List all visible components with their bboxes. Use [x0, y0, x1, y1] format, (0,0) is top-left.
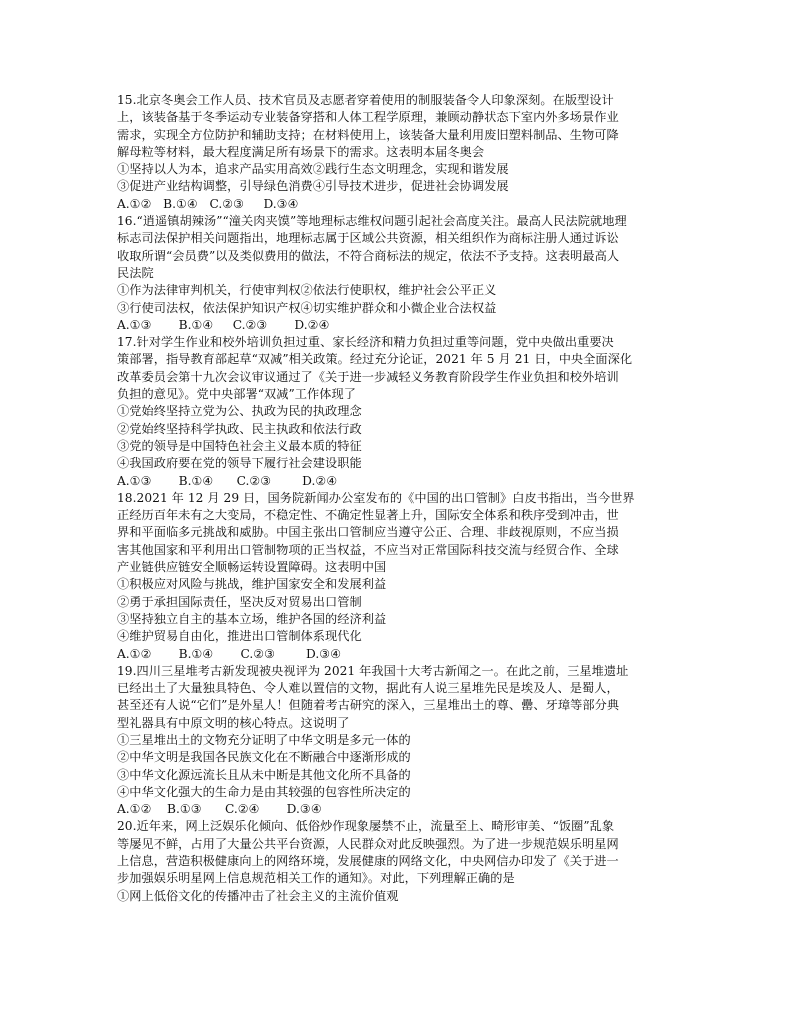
question-text-line: 标志司法保护相关问题指出，地理标志属于区域公共资源，相关组织作为商标注册人通过诉讼	[117, 231, 619, 246]
answer-options: A.①② B.①④ C.②③ D.③④	[117, 646, 342, 661]
question-text-line: 需求，实现全方位防护和辅助支持；在材料使用上，该装备大量利用废旧塑料制品、生物可降	[117, 127, 619, 142]
question-text-line: 步加强娱乐明星网上信息规范相关工作的通知》。对此，下列理解正确的是	[117, 871, 515, 886]
question-text-line: 害其他国家和平利用出口管制物项的正当权益，不应当对正常国际科技交流与经贸合作、全球	[117, 542, 619, 557]
question-q20	[117, 818, 698, 904]
question-text-line: ③党的领导是中国特色社会主义最本质的特征	[117, 438, 362, 453]
question-text-line: ③行使司法权，依法保护知识产权④切实维护群众和小微企业合法权益	[117, 300, 497, 315]
question-text-line: 策部署，指导教育部起草“双减”相关政策。经过充分论证，2021 年 5 月 21 日，中央全面深化	[117, 352, 633, 367]
question-text-line: 收取所谓“会员费”以及类似费用的做法，不符合商标法的规定，依法不予支持。这表明最高人	[117, 248, 620, 263]
question-text-line: 15.北京冬奥会工作人员、技术官员及志愿者穿着使用的制服装备令人印象深刻。在版型设计	[117, 93, 614, 107]
question-text-line: 正经历百年未有之大变局，不稳定性、不确定性显著上升，国际安全体系和秩序受到冲击，世	[117, 508, 619, 523]
question-text-line: ①党始终坚持立党为公、执政为民的执政理念	[117, 404, 362, 419]
question-text-line: ④维护贸易自由化，推进出口管制体系现代化	[117, 629, 362, 644]
question-text-line: ①三星堆出土的文物充分证明了中华文明是多元一体的	[117, 732, 411, 747]
question-text-line: 解母粒等材料，最大程度满足所有场景下的需求。这表明本届冬奥会	[117, 144, 485, 159]
question-q18	[117, 490, 698, 663]
question-text-line: ①作为法律审判机关，行使审判权②依法行使职权，维护社会公平正义	[117, 283, 497, 298]
question-text-line: ②中华文明是我国各民族文化在不断融合中逐渐形成的	[117, 750, 411, 765]
question-text-line: 上信息，营造积极健康向上的网络环境，发展健康的网络文化，中央网信办印发了《关于进一	[117, 854, 619, 869]
question-text-line: 17.针对学生作业和校外培训负担过重、家长经济和精力负担过重等问题，党中央做出重要决	[117, 335, 614, 350]
question-text-line: ④我国政府要在党的领导下履行社会建设职能	[117, 456, 362, 471]
question-text-line: 民法院	[117, 265, 154, 280]
question-text-line: ②勇于承担国际责任，坚决反对贸易出口管制	[117, 594, 362, 609]
question-text-line: ①网上低俗文化的传播冲击了社会主义的主流价值观	[117, 888, 399, 903]
answer-options: A.①② B.①③ C.②④ D.③④	[117, 802, 322, 817]
question-text-line: 产业链供应链安全顺畅运转设置障碍。这表明中国	[117, 560, 387, 575]
question-q19	[117, 663, 698, 819]
question-q16	[117, 213, 698, 334]
question-text-line: 18.2021 年 12 月 29 日，国务院新闻办公室发布的《中国的出口管制》白皮书指出，当今世界	[117, 490, 635, 505]
question-q15	[117, 92, 698, 213]
question-text-line: 等屡见不鲜，占用了大量公共平台资源，人民群众对此反映强烈。为了进一步规范娱乐明星网	[117, 836, 619, 851]
answer-options: A.①③ B.①④ C.②③ D.②④	[117, 317, 330, 332]
question-text-line: 型礼器具有中原文明的核心特点。这说明了	[117, 715, 350, 730]
question-text-line: ④中华文化强大的生命力是由其较强的包容性所决定的	[117, 784, 411, 799]
question-text-line: ③促进产业结构调整，引导绿色消费④引导技术进步，促进社会协调发展	[117, 179, 509, 194]
question-text-line: 界和平面临多元挑战和威胁。中国主张出口管制应当遵守公正、合理、非歧视原则，不应当损	[117, 525, 619, 540]
question-text-line: 改革委员会第十九次会议审议通过了《关于进一步减轻义务教育阶段学生作业负担和校外培训	[117, 369, 619, 384]
question-text-line: ③中华文化源远流长且从未中断是其他文化所不具备的	[117, 767, 411, 782]
question-text-line: ③坚持独立自主的基本立场，维护各国的经济利益	[117, 611, 387, 626]
question-text-line: ①坚持以人为本，追求产品实用高效②践行生态文明理念，实现和谐发展	[117, 162, 509, 177]
question-text-line: 负担的意见》。党中央部署“双减”工作体现了	[117, 387, 356, 402]
question-text-line: ②党始终坚持科学执政、民主执政和依法行政	[117, 421, 362, 436]
question-text-line: 已经出土了大量独具特色、令人难以置信的文物，据此有人说三星堆先民是埃及人、是蜀人，	[117, 681, 619, 696]
answer-options: A.①③ B.①④ C.②③ D.②④	[117, 473, 338, 488]
question-text-line: 20.近年来，网上泛娱乐化倾向、低俗炒作现象屡禁不止，流量至上、畸形审美、“饭圈”乱象	[117, 819, 615, 834]
question-text-line: 16.“逍遥镇胡辣汤”“潼关肉夹馍”等地理标志维权问题引起社会高度关注。最高人民法院就地理	[117, 214, 627, 229]
question-text-line: 甚至还有人说“它们”是外星人！但随着考古研究的深入，三星堆出土的尊、罍、牙璋等部分典	[117, 698, 620, 713]
answer-options: A.①② B.①④ C.②③ D.③④	[117, 196, 299, 211]
question-text-line: ①积极应对风险与挑战，维护国家安全和发展利益	[117, 577, 387, 592]
question-text-line: 19.四川三星堆考古新发现被央视评为 2021 年我国十大考古新闻之一。在此之前，三星堆遗址	[117, 663, 629, 678]
question-text-line: 上，该装备基于冬季运动专业装备穿搭和人体工程学原理，兼顾动静状态下室内外多场景作业	[117, 110, 619, 125]
question-q17	[117, 334, 698, 490]
